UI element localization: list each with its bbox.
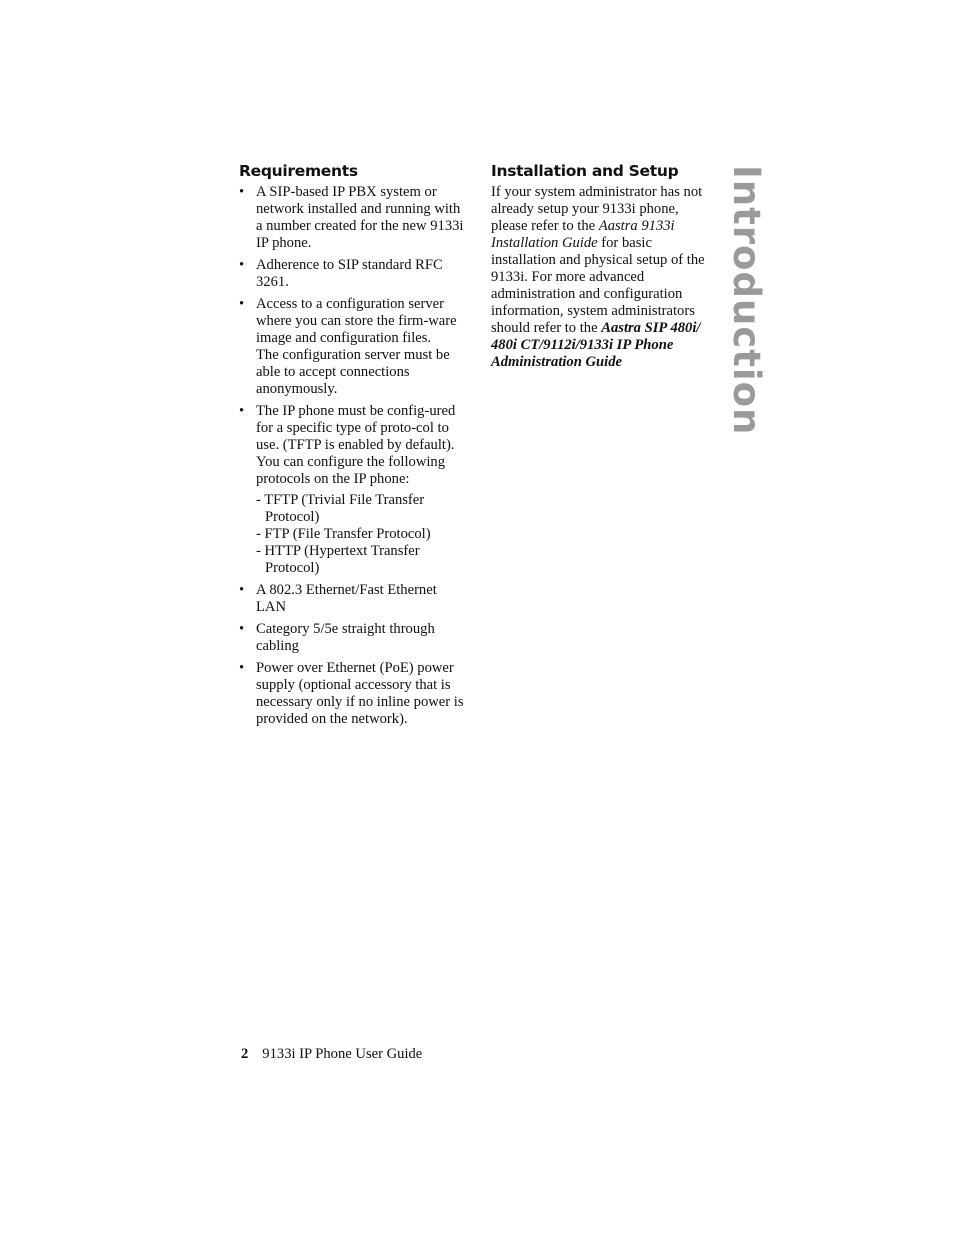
- administration-guide-title: Aastra SIP 480i/ 480i CT/9112i/9133i IP Phone Administration Guide: [491, 320, 701, 370]
- requirement-text: • Access to a configuration server where you can store the firm-ware image and configuration files.: [256, 296, 457, 346]
- requirement-note: The configuration server must be able to accept connections anonymously.: [256, 347, 450, 397]
- installation-section: [491, 162, 717, 371]
- page-number: 2: [241, 1046, 249, 1062]
- footer-title: 9133i IP Phone User Guide: [262, 1046, 423, 1062]
- list-item: [239, 660, 464, 728]
- protocol-item: - FTP (File Transfer Protocol): [256, 526, 431, 542]
- list-item: [239, 296, 464, 398]
- requirement-text: A 802.3 Ethernet/Fast Ethernet LAN: [256, 582, 437, 615]
- installation-guide-title: Aastra 9133i Installation Guide: [491, 218, 675, 251]
- installation-text-2: for basic installation and physical setup of the 9133i. For more advanced administration and configuration information, system administrators should refer to the: [491, 235, 705, 336]
- page-footer: [241, 1046, 422, 1063]
- requirement-text: Category 5/5e straight through cabling: [256, 621, 435, 654]
- list-item: [239, 621, 464, 655]
- installation-paragraph: [491, 184, 717, 371]
- list-item: [239, 184, 464, 252]
- protocol-item: - HTTP (Hypertext Transfer Protocol): [256, 543, 420, 576]
- list-item: [239, 582, 464, 616]
- requirements-list: [239, 184, 464, 728]
- installation-text-1: If your system administrator has not already setup your 9133i phone, please refer to the: [491, 184, 703, 234]
- list-item: [239, 257, 464, 291]
- chapter-tab: Introduction: [725, 165, 768, 436]
- requirement-text: • The IP phone must be config-ured for a specific type of proto-col to use. (TFTP is enabled by default). You can configure the following protocols on the IP phone:: [256, 403, 456, 487]
- requirement-text: Power over Ethernet (PoE) power supply (optional accessory that is necessary only if no inline power is provided on the network).: [256, 660, 464, 727]
- requirements-heading: Requirements: [239, 162, 358, 180]
- requirement-text: A SIP-based IP PBX system or network installed and running with a number created for the new 9133i IP phone.: [256, 184, 464, 251]
- requirement-text: Adherence to SIP standard RFC 3261.: [256, 257, 443, 290]
- protocol-list: [256, 492, 464, 577]
- protocol-item: - TFTP (Trivial File Transfer Protocol): [256, 492, 425, 525]
- list-item: [239, 403, 464, 577]
- installation-heading: Installation and Setup: [491, 162, 679, 180]
- requirements-section: [239, 162, 464, 733]
